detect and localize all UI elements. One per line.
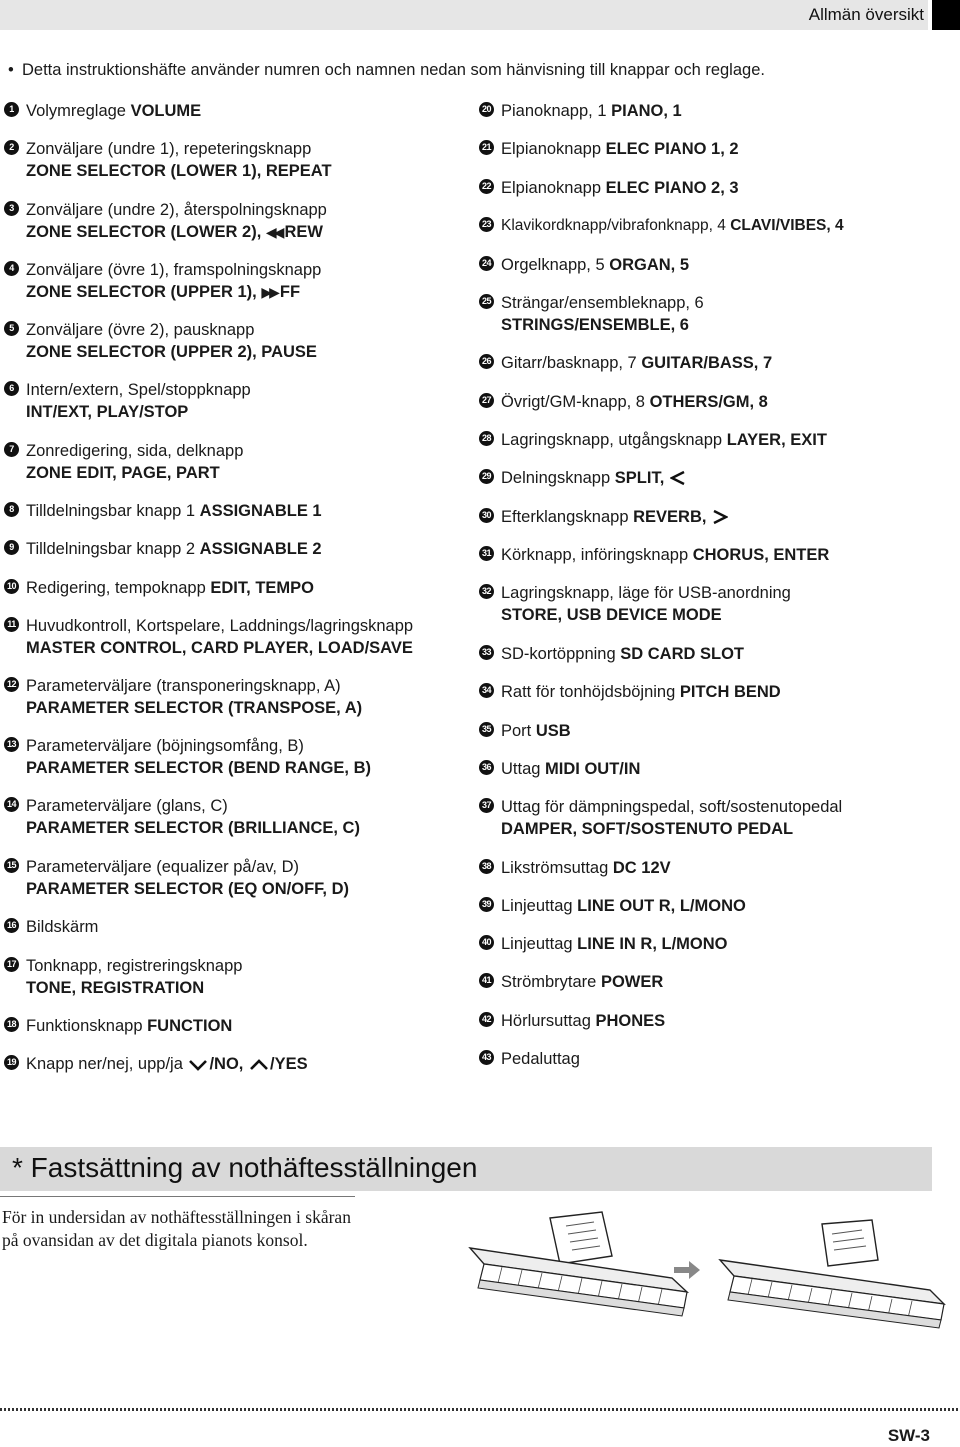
item-desc: Huvudkontroll, Kortspelare, Laddnings/lagringsknapp bbox=[26, 617, 414, 635]
item-label: PARAMETER SELECTOR (BEND RANGE, B) bbox=[26, 759, 371, 777]
item-label: USB bbox=[535, 722, 571, 740]
list-item bbox=[479, 254, 689, 276]
item-label: SD CARD SLOT bbox=[620, 645, 744, 663]
item-number: 24 bbox=[479, 256, 494, 271]
item-number: 8 bbox=[4, 502, 19, 517]
item-label: DC 12V bbox=[612, 859, 671, 877]
item-number: 3 bbox=[4, 201, 19, 216]
item-desc: Knapp ner/nej, upp/ja bbox=[26, 1055, 183, 1073]
item-number: 36 bbox=[479, 760, 494, 775]
list-item bbox=[4, 440, 243, 484]
item-desc: Pianoknapp, 1 bbox=[501, 102, 607, 120]
item-label: SPLIT, bbox=[614, 469, 665, 487]
bullet-icon: • bbox=[8, 61, 14, 79]
item-desc: Parameterväljare (glans, C) bbox=[26, 797, 228, 815]
list-item bbox=[4, 1015, 232, 1037]
item-desc: Volymreglage bbox=[26, 102, 126, 120]
item-desc: Uttag för dämpningspedal, soft/sostenutopedal bbox=[501, 798, 843, 816]
item-desc: Redigering, tempoknapp bbox=[26, 579, 206, 597]
footer-divider bbox=[0, 1408, 960, 1411]
item-label: ASSIGNABLE 2 bbox=[199, 540, 322, 558]
item-desc: Zonväljare (undre 2), återspolningsknapp bbox=[26, 201, 327, 219]
item-desc: Linjeuttag bbox=[501, 897, 573, 915]
list-item bbox=[479, 467, 687, 489]
item-number: 13 bbox=[4, 737, 19, 752]
item-number: 32 bbox=[479, 584, 494, 599]
item-desc: Zonväljare (övre 2), pausknapp bbox=[26, 321, 255, 339]
list-item bbox=[479, 506, 729, 528]
list-item bbox=[4, 1053, 308, 1075]
item-number: 38 bbox=[479, 859, 494, 874]
list-item bbox=[4, 500, 322, 522]
item-desc: Uttag bbox=[501, 760, 541, 778]
item-label: ELEC PIANO 2, 3 bbox=[605, 179, 739, 197]
list-item bbox=[479, 720, 571, 742]
list-item bbox=[479, 1010, 665, 1032]
item-label: ELEC PIANO 1, 2 bbox=[605, 140, 739, 158]
item-desc: Klavikordknapp/vibrafonknapp, 4 bbox=[501, 217, 726, 234]
item-number: 27 bbox=[479, 393, 494, 408]
item-desc: Ratt för tonhöjdsböjning bbox=[501, 683, 676, 701]
item-number: 30 bbox=[479, 508, 494, 523]
item-label: OTHERS/GM, 8 bbox=[649, 393, 768, 411]
item-label: PITCH BEND bbox=[679, 683, 781, 701]
section-body: För in undersidan av nothäftesställningen i skåran på ovansidan av det digitala pianots konsol. bbox=[2, 1207, 351, 1250]
item-desc: Linjeuttag bbox=[501, 935, 573, 953]
piano-with-stand-illustration bbox=[462, 1208, 692, 1338]
item-number: 31 bbox=[479, 546, 494, 561]
fast-forward-icon: ▶▶ bbox=[261, 284, 277, 300]
item-desc: Lagringsknapp, läge för USB-anordning bbox=[501, 584, 791, 602]
item-label: LINE OUT R, L/MONO bbox=[577, 897, 746, 915]
item-label: ZONE SELECTOR (LOWER 1), REPEAT bbox=[26, 162, 332, 180]
rewind-icon: ◀◀ bbox=[265, 224, 282, 240]
intro-line bbox=[8, 61, 765, 80]
item-number: 2 bbox=[4, 140, 19, 155]
chevron-up-icon bbox=[249, 1058, 269, 1072]
item-label: ZONE EDIT, PAGE, PART bbox=[26, 464, 220, 482]
item-number: 42 bbox=[479, 1012, 494, 1027]
item-number: 26 bbox=[479, 354, 494, 369]
piano-stand-attached-illustration bbox=[712, 1218, 952, 1348]
item-label: PIANO, 1 bbox=[611, 102, 682, 120]
item-desc: Likströmsuttag bbox=[501, 859, 609, 877]
item-desc: Hörlursuttag bbox=[501, 1012, 591, 1030]
list-item bbox=[479, 292, 704, 336]
item-label: INT/EXT, PLAY/STOP bbox=[26, 403, 189, 421]
item-number: 29 bbox=[479, 469, 494, 484]
item-label: PHONES bbox=[595, 1012, 666, 1030]
header-bar bbox=[0, 0, 928, 30]
item-label: EDIT, TEMPO bbox=[210, 579, 314, 597]
item-desc: Orgelknapp, 5 bbox=[501, 256, 605, 274]
item-desc: Lagringsknapp, utgångsknapp bbox=[501, 431, 723, 449]
intro-text: Detta instruktionshäfte använder numren och namnen nedan som hänvisning till knappar och reglage. bbox=[22, 61, 765, 79]
item-desc: Bildskärm bbox=[26, 918, 99, 936]
item-label-tail: REW bbox=[284, 223, 323, 241]
item-label: TONE, REGISTRATION bbox=[26, 979, 205, 997]
item-desc: Zonväljare (övre 1), framspolningsknapp bbox=[26, 261, 322, 279]
list-item bbox=[4, 795, 360, 839]
list-item bbox=[479, 643, 744, 665]
list-item bbox=[4, 856, 349, 900]
item-desc: Körknapp, införingsknapp bbox=[501, 546, 689, 564]
item-number: 17 bbox=[4, 957, 19, 972]
item-desc: Intern/extern, Spel/stoppknapp bbox=[26, 381, 251, 399]
list-item bbox=[4, 259, 321, 303]
list-item bbox=[479, 391, 768, 413]
item-number: 28 bbox=[479, 431, 494, 446]
list-item bbox=[479, 758, 640, 780]
item-number: 37 bbox=[479, 798, 494, 813]
item-label: VOLUME bbox=[130, 102, 202, 120]
item-label: CHORUS, ENTER bbox=[692, 546, 830, 564]
item-desc: Övrigt/GM-knapp, 8 bbox=[501, 393, 645, 411]
list-item bbox=[479, 582, 791, 626]
item-number: 20 bbox=[479, 102, 494, 117]
item-number: 4 bbox=[4, 261, 19, 276]
list-item bbox=[4, 916, 98, 938]
list-item bbox=[4, 199, 327, 243]
list-item bbox=[4, 955, 242, 999]
item-label: STORE, USB DEVICE MODE bbox=[501, 606, 722, 624]
chevron-left-icon bbox=[670, 470, 686, 486]
list-item bbox=[479, 1048, 580, 1070]
item-label-tail: /YES bbox=[269, 1055, 308, 1073]
item-label: ZONE SELECTOR (UPPER 2), PAUSE bbox=[26, 343, 317, 361]
list-item bbox=[479, 138, 739, 160]
list-item bbox=[479, 177, 739, 199]
item-number: 18 bbox=[4, 1017, 19, 1032]
item-number: 21 bbox=[479, 140, 494, 155]
item-desc: Strängar/ensembleknapp, 6 bbox=[501, 294, 704, 312]
item-number: 19 bbox=[4, 1055, 19, 1070]
item-label: CLAVI/VIBES, 4 bbox=[730, 217, 844, 234]
item-label: LAYER, EXIT bbox=[726, 431, 827, 449]
header-tab-marker bbox=[932, 0, 960, 30]
item-label: ORGAN, 5 bbox=[609, 256, 690, 274]
item-number: 16 bbox=[4, 918, 19, 933]
item-desc: Gitarr/basknapp, 7 bbox=[501, 354, 637, 372]
item-desc: Pedaluttag bbox=[501, 1050, 580, 1068]
item-label-tail: FF bbox=[279, 283, 301, 301]
list-item bbox=[479, 971, 663, 993]
item-desc: Tilldelningsbar knapp 2 bbox=[26, 540, 196, 558]
list-item bbox=[4, 675, 362, 719]
item-label: MASTER CONTROL, CARD PLAYER, LOAD/SAVE bbox=[26, 639, 413, 657]
list-item bbox=[479, 100, 682, 122]
item-number: 15 bbox=[4, 858, 19, 873]
item-desc: Funktionsknapp bbox=[26, 1017, 143, 1035]
item-label: ASSIGNABLE 1 bbox=[199, 502, 322, 520]
item-desc: Zonredigering, sida, delknapp bbox=[26, 442, 244, 460]
chevron-right-icon bbox=[712, 509, 728, 525]
item-number: 14 bbox=[4, 797, 19, 812]
item-number: 12 bbox=[4, 677, 19, 692]
item-number: 39 bbox=[479, 897, 494, 912]
item-desc: Strömbrytare bbox=[501, 973, 597, 991]
item-number: 7 bbox=[4, 442, 19, 457]
item-label: PARAMETER SELECTOR (EQ ON/OFF, D) bbox=[26, 880, 349, 898]
item-number: 11 bbox=[4, 617, 19, 632]
item-number: 5 bbox=[4, 321, 19, 336]
item-label: MIDI OUT/IN bbox=[545, 760, 641, 778]
item-number: 9 bbox=[4, 540, 19, 555]
item-label: FUNCTION bbox=[147, 1017, 233, 1035]
list-item bbox=[479, 895, 746, 917]
item-number: 1 bbox=[4, 102, 19, 117]
list-item bbox=[4, 735, 371, 779]
item-number: 22 bbox=[479, 179, 494, 194]
item-number: 10 bbox=[4, 579, 19, 594]
item-number: 40 bbox=[479, 935, 494, 950]
item-number: 35 bbox=[479, 722, 494, 737]
list-item bbox=[4, 577, 314, 599]
item-number: 43 bbox=[479, 1050, 494, 1065]
item-label: /NO, bbox=[209, 1055, 244, 1073]
list-item bbox=[4, 319, 317, 363]
item-label: REVERB, bbox=[633, 508, 707, 526]
item-number: 34 bbox=[479, 683, 494, 698]
page-number: SW-3 bbox=[887, 1426, 930, 1445]
item-label: ZONE SELECTOR (UPPER 1), bbox=[26, 283, 257, 301]
list-item bbox=[4, 615, 413, 659]
section-title: * Fastsättning av nothäftesställningen bbox=[12, 1152, 478, 1183]
item-desc: Delningsknapp bbox=[501, 469, 611, 487]
item-desc: Zonväljare (undre 1), repeteringsknapp bbox=[26, 140, 312, 158]
list-item bbox=[479, 933, 728, 955]
item-number: 25 bbox=[479, 294, 494, 309]
list-item bbox=[4, 538, 322, 560]
item-label: PARAMETER SELECTOR (BRILLIANCE, C) bbox=[26, 819, 360, 837]
section-divider bbox=[0, 1196, 355, 1197]
item-desc: Efterklangsknapp bbox=[501, 508, 629, 526]
item-label: ZONE SELECTOR (LOWER 2), bbox=[26, 223, 262, 241]
list-item bbox=[479, 857, 671, 879]
list-item bbox=[479, 544, 829, 566]
list-item bbox=[479, 681, 781, 703]
item-desc: Elpianoknapp bbox=[501, 179, 601, 197]
item-label: LINE IN R, L/MONO bbox=[577, 935, 728, 953]
item-label: GUITAR/BASS, 7 bbox=[641, 354, 773, 372]
item-label: DAMPER, SOFT/SOSTENUTO PEDAL bbox=[501, 820, 794, 838]
item-number: 23 bbox=[479, 217, 494, 232]
list-item bbox=[479, 796, 842, 840]
header-title: Allmän översikt bbox=[808, 5, 924, 24]
item-label: POWER bbox=[600, 973, 664, 991]
item-number: 6 bbox=[4, 381, 19, 396]
item-desc: Parameterväljare (equalizer på/av, D) bbox=[26, 858, 299, 876]
item-label: STRINGS/ENSEMBLE, 6 bbox=[501, 316, 689, 334]
item-desc: Parameterväljare (transponeringsknapp, A) bbox=[26, 677, 341, 695]
list-item bbox=[479, 352, 772, 374]
item-desc: Elpianoknapp bbox=[501, 140, 601, 158]
item-number: 33 bbox=[479, 645, 494, 660]
item-label: PARAMETER SELECTOR (TRANSPOSE, A) bbox=[26, 699, 363, 717]
item-number: 41 bbox=[479, 973, 494, 988]
item-desc: Tonknapp, registreringsknapp bbox=[26, 957, 243, 975]
arrow-right-icon bbox=[672, 1258, 702, 1282]
chevron-down-icon bbox=[188, 1058, 208, 1072]
list-item bbox=[4, 379, 251, 423]
list-item bbox=[479, 429, 827, 451]
item-desc: Port bbox=[501, 722, 532, 740]
item-desc: SD-kortöppning bbox=[501, 645, 616, 663]
list-item bbox=[4, 100, 201, 122]
list-item bbox=[479, 215, 844, 237]
item-desc: Tilldelningsbar knapp 1 bbox=[26, 502, 196, 520]
item-desc: Parameterväljare (böjningsomfång, B) bbox=[26, 737, 304, 755]
list-item bbox=[4, 138, 332, 182]
